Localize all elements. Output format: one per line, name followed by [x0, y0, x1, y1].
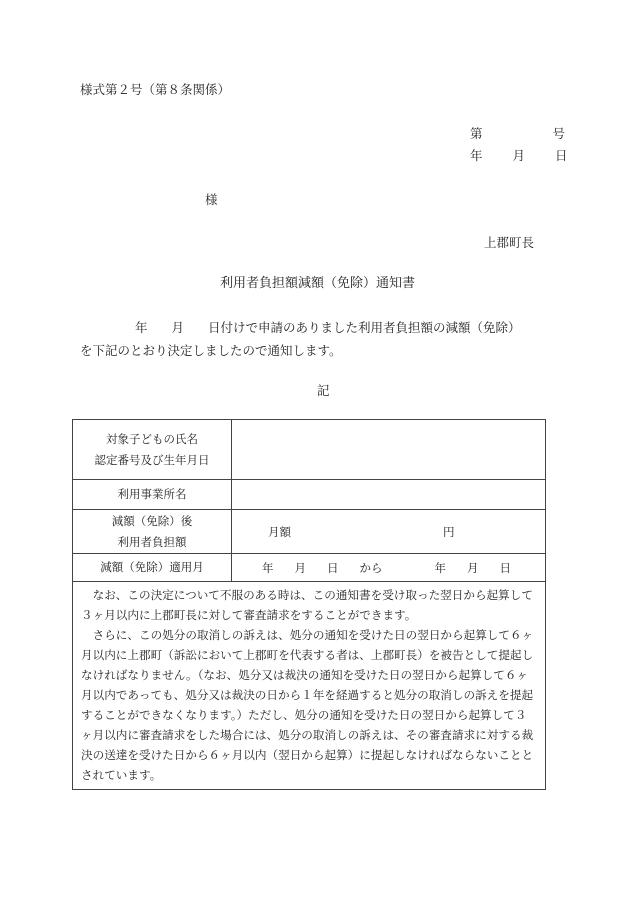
notice-table: [72, 419, 546, 790]
document-title: 利用者負担額減額（免除）通知書: [220, 276, 416, 291]
cert-birth-label: 認定番号及び生年月日: [94, 452, 210, 467]
child-name-label: 対象子どもの氏名: [106, 431, 198, 446]
period-month: 月: [294, 560, 306, 575]
monthly-label: 月額: [268, 524, 291, 539]
child-name-label-cell: [73, 420, 232, 480]
table-row: [73, 420, 546, 480]
table-row: [73, 582, 546, 790]
form-number: 様式第２号（第８条関係）: [80, 82, 231, 97]
facility-label: 利用事業所名: [73, 480, 232, 510]
table-row: [73, 554, 546, 582]
body-line1-rest: 日付けで申請のありました利用者負担額の減額（免除）: [208, 320, 521, 335]
period-year-2: 年: [434, 560, 446, 575]
facility-value[interactable]: [232, 480, 546, 510]
period-day-2: 日: [499, 560, 511, 575]
period-year: 年: [262, 560, 274, 575]
child-name-value[interactable]: [232, 420, 546, 480]
yen-label: 円: [443, 524, 455, 539]
table-row: [73, 510, 546, 554]
reduced-amount-value[interactable]: [232, 510, 546, 554]
body-line-1: [135, 318, 521, 336]
date-month: 月: [512, 148, 526, 163]
ki-mark: 記: [317, 383, 330, 398]
table-row: [73, 480, 546, 510]
period-month-2: 月: [467, 560, 479, 575]
notes-cell: [73, 582, 546, 790]
apply-month-label: 減額（免除）適用月: [73, 554, 232, 582]
date-year: 年: [470, 148, 483, 163]
date-day: 日: [555, 148, 568, 163]
doc-no-prefix: 第: [470, 126, 483, 141]
note-paragraph-1: なお、この決定について不服のある時は、この通知書を受け取った翌日から起算して３ヶ月以内に上郡町長に対して審査請求をすることができます。: [81, 588, 533, 622]
body-line-2: を下記のとおり決定しましたので通知します。: [80, 343, 342, 358]
document-number-line: [470, 124, 565, 142]
document-date-line: [470, 146, 568, 164]
period-from: から: [359, 560, 383, 575]
reduced-amount-label-b: 利用者負担額: [117, 534, 187, 549]
body-month: 月: [171, 320, 185, 335]
reduced-amount-label-cell: [73, 510, 232, 554]
reduced-amount-label-a: 減額（免除）後: [111, 513, 193, 528]
addressee: 様: [205, 192, 218, 207]
note-paragraph-2: さらに、この処分の取消しの訴えは、処分の通知を受けた日の翌日から起算して６ヶ月以内に上郡町（訴訟において上郡町を代表する者は、上郡町長）を被告として提起しなければなりません。（なお、処分又は裁決の通知を受けた日の翌日から起算して６ヶ月以内であっても、処分又は裁決の日から１年を経過すると処分の取消しの訴えを提起することができなくなります。）ただし、処分の通知を受けた日の翌日から起算して３ヶ月以内に審査請求をした場合には、処分の取消しの訴えは、その審査請求に対する裁決の送達を受けた日から６ヶ月以内（翌日から起算）に提起しなければならないこととされています。: [81, 628, 534, 782]
apply-period-value[interactable]: [232, 554, 546, 582]
period-day: 日: [327, 560, 339, 575]
body-year: 年: [135, 320, 148, 335]
doc-no-suffix: 号: [552, 126, 566, 141]
issuer: 上郡町長: [484, 235, 535, 250]
